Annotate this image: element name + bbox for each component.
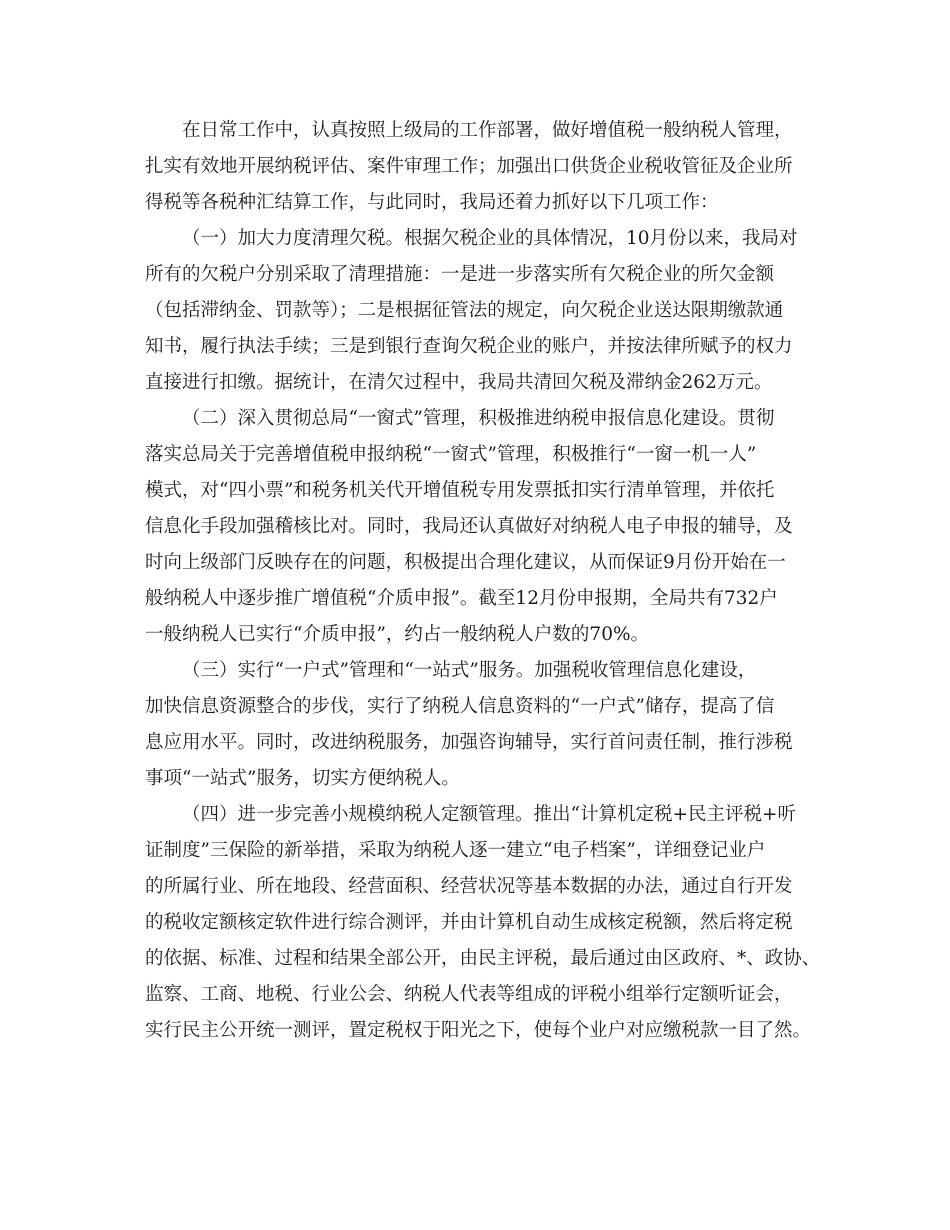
paragraph-line: 时向上级部门反映存在的问题，积极提出合理化建议，从而保证9月份开始在一 [145, 552, 786, 573]
paragraph-line: 实行民主公开统一测评，置定税权于阳光之下，使每个业户对应缴税款一目了然。 [145, 1020, 812, 1041]
paragraph-line: （三）实行“一户式”管理和“一站式”服务。加强税收管理信息化建设， [182, 660, 757, 681]
paragraph-line: （二）深入贯彻总局“一窗式”管理，积极推进纳税申报信息化建设。贯彻 [182, 408, 775, 429]
paragraph-section-2 [145, 401, 835, 653]
paragraph-line: 息应用水平。同时，改进纳税服务，加强咨询辅导，实行首问责任制，推行涉税 [145, 732, 793, 753]
paragraph-line: 模式，对“四小票”和税务机关代开增值税专用发票抵扣实行清单管理，并依托 [145, 480, 775, 501]
paragraph-line: 的依据、标准、过程和结果全部公开，由民主评税，最后通过由区政府、*、政协、 [145, 948, 821, 969]
paragraph-line: 一般纳税人已实行“介质申报”，约占一般纳税人户数的70%。 [145, 624, 650, 645]
paragraph-line: 事项“一站式”服务，切实方便纳税人。 [145, 768, 460, 789]
paragraph-line: 在日常工作中，认真按照上级局的工作部署，做好增值税一般纳税人管理， [182, 120, 793, 141]
paragraph-line: 般纳税人中逐步推广增值税“介质申报”。截至12月份申报期，全局共有732户 [145, 588, 778, 609]
document-body [145, 113, 835, 1049]
paragraph-line: 扎实有效地开展纳税评估、案件审理工作；加强出口供货企业税收管征及企业所 [145, 156, 793, 177]
paragraph-line: （包括滞纳金、罚款等）；二是根据征管法的规定，向欠税企业送达限期缴款通 [145, 300, 784, 321]
paragraph-section-1 [145, 221, 835, 401]
paragraph-line: 信息化手段加强稽核比对。同时，我局还认真做好对纳税人电子申报的辅导，及 [145, 516, 793, 537]
paragraph-intro [145, 113, 835, 221]
paragraph-line: 监察、工商、地税、行业公会、纳税人代表等组成的评税小组举行定额听证会， [145, 984, 793, 1005]
paragraph-line: 知书，履行执法手续；三是到银行查询欠税企业的账户，并按法律所赋予的权力 [145, 336, 793, 357]
paragraph-line: 直接进行扣缴。据统计，在清欠过程中，我局共清回欠税及滞纳金262万元。 [145, 372, 773, 393]
paragraph-line: （四）进一步完善小规模纳税人定额管理。推出“计算机定税+民主评税+听 [182, 804, 796, 825]
paragraph-line: 的税收定额核定软件进行综合测评，并由计算机自动生成核定税额，然后将定税 [145, 912, 793, 933]
paragraph-line: 加快信息资源整合的步伐，实行了纳税人信息资料的“一户式”储存，提高了信 [145, 696, 775, 717]
paragraph-line: 得税等各税种汇结算工作，与此同时，我局还着力抓好以下几项工作： [145, 192, 719, 213]
paragraph-section-3 [145, 653, 835, 797]
paragraph-line: （一）加大力度清理欠税。根据欠税企业的具体情况，10月份以来，我局对 [182, 228, 798, 249]
paragraph-section-4 [145, 797, 835, 1049]
paragraph-line: 的所属行业、所在地段、经营面积、经营状况等基本数据的办法，通过自行开发 [145, 876, 793, 897]
paragraph-line: 所有的欠税户分别采取了清理措施：一是进一步落实所有欠税企业的所欠金额 [145, 264, 775, 285]
paragraph-line: 落实总局关于完善增值税申报纳税“一窗式”管理，积极推行“一窗一机一人” [145, 444, 757, 465]
paragraph-line: 证制度”三保险的新举措，采取为纳税人逐一建立“电子档案”，详细登记业户 [145, 840, 766, 861]
